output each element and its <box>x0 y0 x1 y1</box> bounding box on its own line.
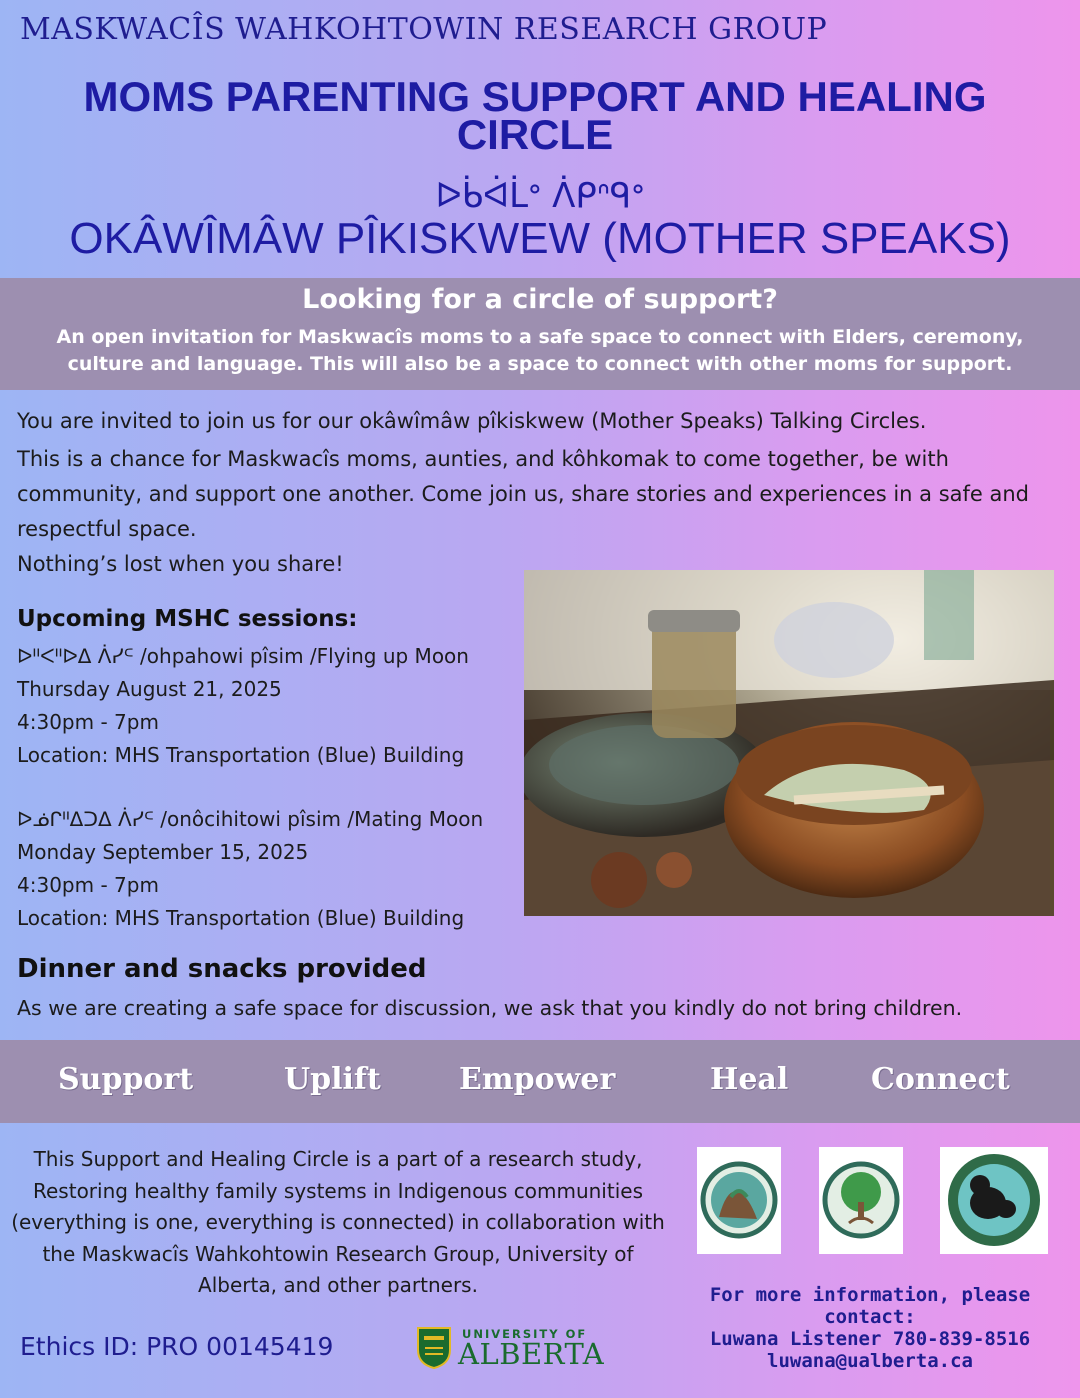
contact-email[interactable]: luwana@ualberta.ca <box>767 1350 973 1372</box>
banner-text: An open invitation for Maskwacîs moms to a safe space to connect with Elders, ceremony, culture and language. This will also be a space to connect with other moms for support. <box>56 326 1024 375</box>
value-connect: Connect <box>871 1062 1010 1097</box>
tree-logo-icon <box>819 1147 903 1254</box>
bear-logo-icon <box>940 1147 1048 1254</box>
intro-line-2: This is a chance for Maskwacîs moms, aunties, and kôhkomak to come together, be with community, and support one another. Come join us, share stories and experiences in a safe and respectful space. <box>17 447 1029 541</box>
research-statement: This Support and Healing Circle is a part of a research study, Restoring healthy family systems in Indigenous communities (everything is one, everything is connected) in collaboration with the Maskwacîs Wahkohtowin Research Group, University of Alberta, and other partners. <box>11 1147 665 1297</box>
intro-section <box>17 404 1072 582</box>
session-1 <box>17 640 527 772</box>
session-moon: ᐅᐦᐸᐦᐅᐃ ᐲᓯᒼ /ohpahowi pîsim /Flying up Moon <box>17 644 469 668</box>
intro-line-3: Nothing’s lost when you share! <box>17 552 344 576</box>
session-location: Location: MHS Transportation (Blue) Building <box>17 906 465 930</box>
page-title: MOMS PARENTING SUPPORT AND HEALING CIRCLE <box>83 73 987 158</box>
contact-line-1: For more information, please contact: <box>709 1284 1031 1328</box>
dinner-text: As we are creating a safe space for discussion, we ask that you kindly do not bring children. <box>17 996 963 1020</box>
session-date: Thursday August 21, 2025 <box>17 677 282 701</box>
university-line-2: ALBERTA <box>458 1337 605 1371</box>
session-location: Location: MHS Transportation (Blue) Building <box>17 743 465 767</box>
session-time: 4:30pm - 7pm <box>17 710 159 734</box>
university-line-1: UNIVERSITY OF <box>462 1327 588 1341</box>
contact-block <box>690 1284 1050 1372</box>
partner-logo-1 <box>697 1147 781 1254</box>
value-heal: Heal <box>710 1062 789 1097</box>
value-support: Support <box>58 1062 194 1097</box>
session-2 <box>17 803 527 935</box>
partner-logo-2 <box>819 1147 903 1254</box>
ceremony-photo <box>524 570 1054 916</box>
university-logo <box>416 1324 616 1374</box>
session-moon: ᐅᓅᒋᐦᐃᑐᐃ ᐲᓯᒼ /onôcihitowi pîsim /Mating Moon <box>17 807 484 831</box>
dinner-heading: Dinner and snacks provided <box>17 954 427 984</box>
value-uplift: Uplift <box>284 1062 381 1097</box>
value-empower: Empower <box>459 1062 616 1097</box>
contact-line-2: Luwana Listener 780-839-8516 <box>709 1328 1031 1350</box>
intro-line-1: You are invited to join us for our okâwîmâw pîkiskwew (Mother Speaks) Talking Circles. <box>17 409 927 433</box>
org-name: MASKWACÎS WAHKOHTOWIN RESEARCH GROUP <box>20 12 828 47</box>
page-subtitle: OKÂWÎMÂW PÎKISKWEW (MOTHER SPEAKS) <box>69 214 1011 263</box>
banner-heading: Looking for a circle of support? <box>302 284 778 315</box>
session-date: Monday September 15, 2025 <box>17 840 309 864</box>
syllabics-title: ᐅᑳᐋᒫᐤ ᐲᑭᐢᑫᐤ <box>435 176 645 216</box>
sessions-heading: Upcoming MSHC sessions: <box>17 606 358 632</box>
partner-logo-3 <box>940 1147 1048 1254</box>
session-time: 4:30pm - 7pm <box>17 873 159 897</box>
circle-logo-icon <box>697 1147 781 1254</box>
ethics-id: Ethics ID: PRO 00145419 <box>20 1332 334 1361</box>
medicine-bowl-image <box>524 570 1054 916</box>
crest-icon <box>416 1326 452 1370</box>
